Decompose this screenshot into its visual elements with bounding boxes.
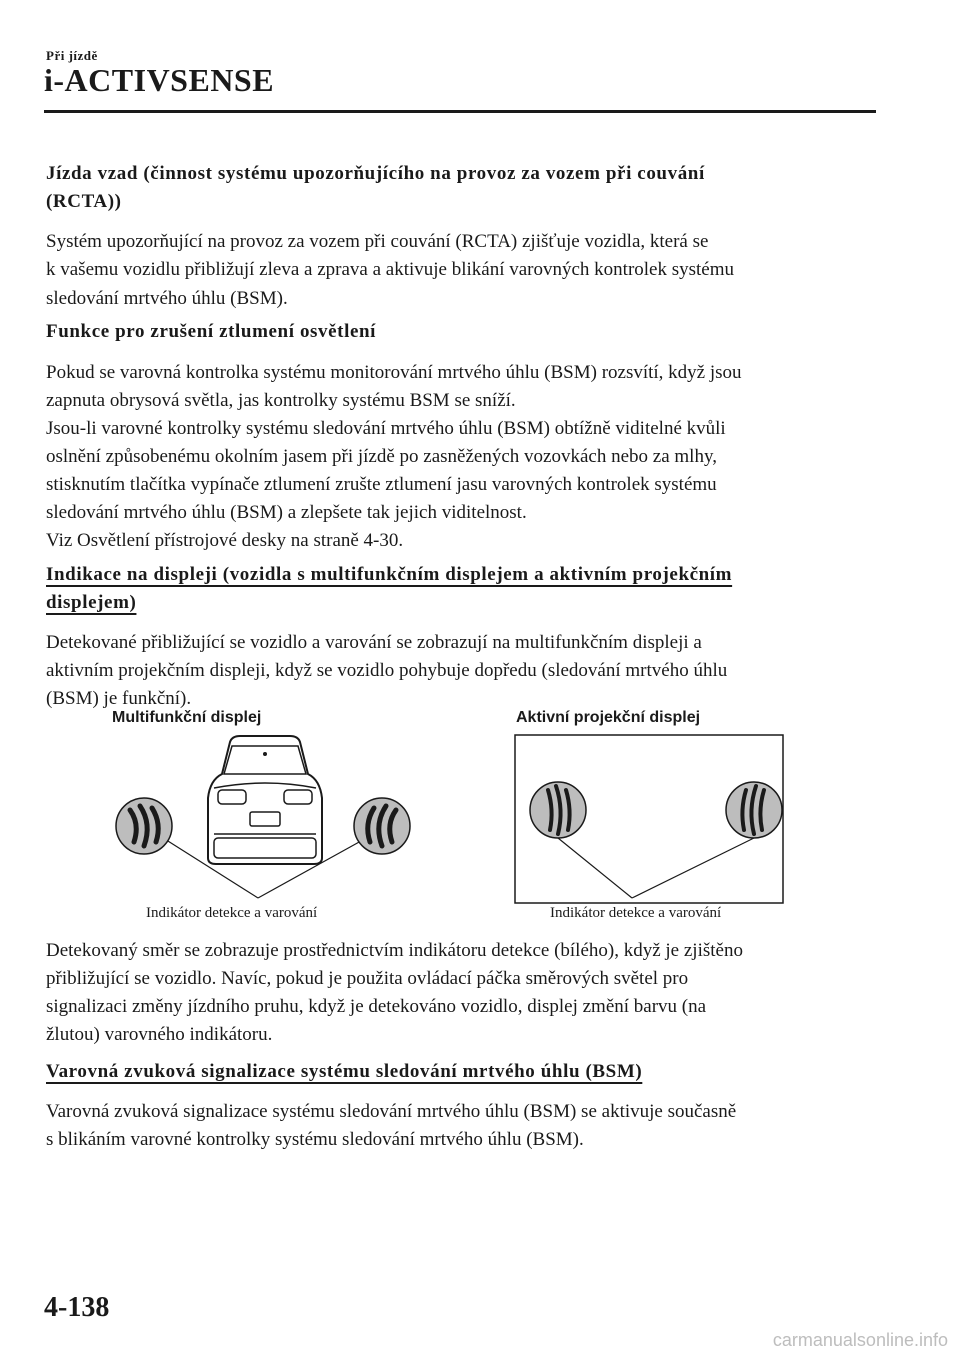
paragraph-line: přibližující se vozidlo. Navíc, pokud je použita ovládací páčka směrových světel pro (46, 968, 689, 989)
paragraph-line: aktivním projekčním displeji, když se vozidlo pohybuje dopředu (sledování mrtvého úhlu (46, 660, 728, 681)
header-rule (44, 110, 876, 113)
paragraph-line: (BSM) je funkční). (46, 688, 192, 709)
multi-display-illustration (100, 728, 430, 908)
paragraph-line: žlutou) varovného indikátoru. (46, 1024, 273, 1045)
heading-dimmer-cancel: Funkce pro zrušení ztlumení osvětlení (46, 321, 377, 342)
paragraph-line: signalizaci změny jízdního pruhu, když je detekováno vozidlo, displej změní barvu (na (46, 996, 707, 1017)
multi-display-label: Multifunkční displej (112, 709, 262, 726)
paragraph-line: zapnuta obrysová světla, jas kontrolky systému BSM se sníží. (46, 390, 516, 411)
paragraph-line: Pokud se varovná kontrolka systému monitorování mrtvého úhlu (BSM) rozsvítí, když jsou (46, 362, 742, 383)
paragraph-line: k vašemu vozidlu přibližují zleva a zprava a aktivuje blikání varovných kontrolek systému (46, 259, 735, 280)
paragraph-line: s blikáním varovné kontrolky systému sledování mrtvého úhlu (BSM). (46, 1129, 584, 1150)
heading-rcta: Jízda vzad (činnost systému upozorňujícího na provoz za vozem při couvání (46, 163, 705, 184)
chapter-title: i-ACTIVSENSE (44, 62, 275, 98)
heading-display-indication: Indikace na displeji (vozidla s multifunkčním displejem a aktivním projekčním (46, 564, 733, 585)
heading-rcta-cont: (RCTA)) (46, 191, 122, 212)
paragraph-line: stisknutím tlačítka vypínače ztlumení zrušte ztlumení jasu varovných kontrolek systému (46, 474, 717, 495)
section-title: Při jízdě (46, 48, 98, 63)
paragraph-line: sledování mrtvého úhlu (BSM). (46, 288, 288, 309)
paragraph-line: oslnění způsobenému okolním jasem při jízdě po zasněžených vozovkách nebo za mlhy, (46, 446, 717, 467)
paragraph-line: Systém upozorňující na provoz za vozem při couvání (RCTA) zjišťuje vozidla, která se (46, 231, 709, 252)
paragraph-line: Varovná zvuková signalizace systému sledování mrtvého úhlu (BSM) se aktivuje současně (46, 1101, 737, 1122)
page-number: 4-138 (44, 1292, 110, 1323)
paragraph-line: Detekovaný směr se zobrazuje prostřednictvím indikátoru detekce (bílého), když je zjištěno (46, 940, 743, 961)
hud-illustration (514, 734, 784, 904)
heading-bsm-sound: Varovná zvuková signalizace systému sledování mrtvého úhlu (BSM) (46, 1061, 643, 1082)
hud-caption: Indikátor detekce a varování (550, 905, 722, 921)
paragraph-line: Viz Osvětlení přístrojové desky na straně 4-30. (46, 530, 404, 551)
paragraph-line: sledování mrtvého úhlu (BSM) a zlepšete tak jejich viditelnost. (46, 502, 527, 523)
paragraph-line: Detekované přibližující se vozidlo a varování se zobrazují na multifunkčním displeji a (46, 632, 702, 653)
multi-display-caption: Indikátor detekce a varování (146, 905, 318, 921)
hud-label: Aktivní projekční displej (516, 709, 701, 726)
watermark: carmanualsonline.info (772, 1330, 948, 1350)
heading-display-indication-cont: displejem) (46, 592, 137, 613)
paragraph-line: Jsou-li varovné kontrolky systému sledování mrtvého úhlu (BSM) obtížně viditelné kvůli (46, 418, 726, 439)
